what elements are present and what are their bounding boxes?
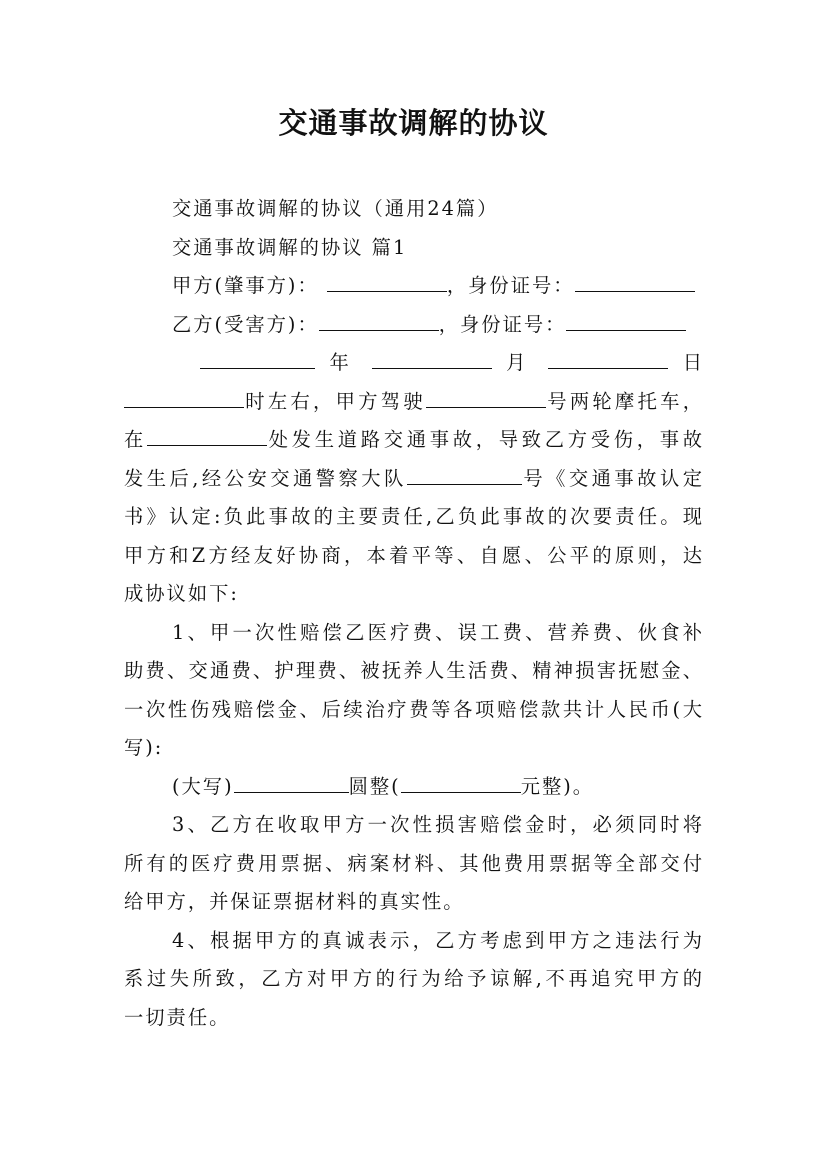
intro-line-6: 成协议如下: xyxy=(124,582,239,605)
clause-1-line-2: 助费、交通费、护理费、被抚养人生活费、精神损害抚慰金、 xyxy=(124,659,704,682)
amount-prefix: (大写) xyxy=(172,774,234,798)
party-b-name-blank xyxy=(319,311,439,330)
amount-words-blank xyxy=(234,773,349,792)
section-heading: 交通事故调解的协议 篇1 xyxy=(172,235,408,259)
amount-digits-blank xyxy=(401,773,521,792)
intro-line-5: 甲方和Z方经友好协商，本着平等、自愿、公平的原则，达 xyxy=(124,543,704,567)
intro-text-2b: 处发生道路交通事故，导致乙方受伤，事故 xyxy=(267,428,704,451)
party-a-id-blank xyxy=(575,273,695,292)
clause-4-line-3: 一切责任。 xyxy=(124,1005,231,1029)
amount-mid: 圆整( xyxy=(348,774,401,798)
document-body xyxy=(124,190,704,1037)
year-label: 年 xyxy=(329,351,358,374)
amount-suffix: 元整)。 xyxy=(520,774,595,798)
party-a-id-label: ，身份证号： xyxy=(446,274,575,297)
intro-line-4: 书》认定:负此事故的主要责任,乙负此事故的次要责任。现 xyxy=(124,505,704,528)
date-line xyxy=(124,344,704,383)
year-blank xyxy=(200,350,315,369)
intro-line-2 xyxy=(124,421,704,460)
intro-text-1b: 号两轮摩托车， xyxy=(545,389,705,413)
report-number-blank xyxy=(407,465,522,484)
month-label: 月 xyxy=(506,351,534,374)
clause-3-line-2: 所有的医疗费用票据、病案材料、其他费用票据等全部交付 xyxy=(124,851,704,875)
document-subtitle: 交通事故调解的协议（通用24篇） xyxy=(172,197,499,220)
intro-line-3 xyxy=(124,460,704,499)
party-a-line xyxy=(124,267,704,306)
location-blank xyxy=(147,427,267,446)
party-b-label: 乙方(受害方)： xyxy=(172,312,319,336)
amount-line xyxy=(124,768,704,807)
clause-3-line-1: 3、乙方在收取甲方一次性损害赔偿金时，必须同时将 xyxy=(172,813,704,836)
clause-1-line-3: 一次性伤残赔偿金、后续治疗费等各项赔偿款共计人民币(大 xyxy=(124,697,704,721)
intro-line-1 xyxy=(124,383,704,422)
clause-1-line-4: 写): xyxy=(124,736,164,759)
document-title: 交通事故调解的协议 xyxy=(278,106,549,140)
intro-text-3b: 号《交通事故认定 xyxy=(521,466,704,490)
hour-blank xyxy=(124,388,244,407)
party-b-id-blank xyxy=(566,311,686,330)
plate-blank xyxy=(426,388,546,407)
intro-text-3a: 发生后,经公安交通警察大队 xyxy=(124,466,407,490)
party-b-id-label: ，身份证号： xyxy=(438,312,567,336)
day-label: 日 xyxy=(682,351,704,374)
clause-4-line-2: 系过失所致，乙方对甲方的行为给予谅解,不再追究甲方的 xyxy=(124,967,704,990)
clause-4-line-1: 4、根据甲方的真诚表示，乙方考虑到甲方之违法行为 xyxy=(172,928,704,952)
party-a-label: 甲方(肇事方)： xyxy=(172,274,319,297)
month-blank xyxy=(372,350,492,369)
clause-1-line-1: 1、甲一次性赔偿乙医疗费、误工费、营养费、伙食补 xyxy=(172,620,704,644)
day-blank xyxy=(548,350,668,369)
clause-3-line-3: 给甲方，并保证票据材料的真实性。 xyxy=(124,890,465,913)
party-b-line xyxy=(124,306,704,345)
intro-text-1a: 时左右，甲方驾驶 xyxy=(244,389,426,413)
party-a-name-blank xyxy=(327,273,447,292)
intro-text-2a: 在 xyxy=(124,428,147,451)
